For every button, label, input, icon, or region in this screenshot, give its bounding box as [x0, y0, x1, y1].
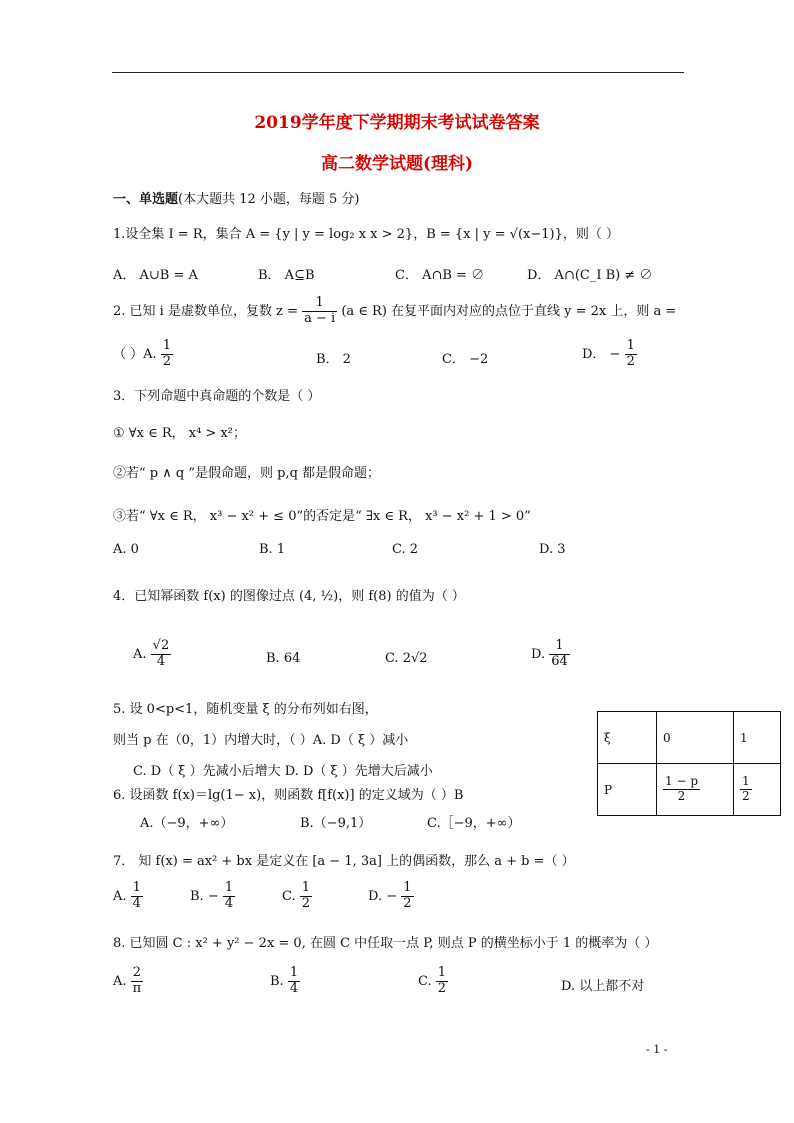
q2-option-b: B． 2 — [316, 352, 351, 367]
q7-a-label: A. — [113, 888, 127, 904]
q2-a-frac — [161, 339, 173, 370]
q7-option-c — [282, 881, 312, 912]
q1-stem: 1.设全集 I = R，集合 A = {y | y = log₂ x x > 2}，B = {x | y = √(x−1)}，则（ ） — [113, 227, 619, 242]
q7-b-num: 1 — [224, 880, 234, 895]
q8-a-num: 2 — [131, 966, 144, 982]
q7-option-a — [113, 881, 143, 912]
q7-d-den: 2 — [403, 895, 412, 911]
q4-a-num: √2 — [152, 638, 170, 653]
prob-0-num: 1 − p — [665, 774, 698, 789]
q4-option-a — [133, 639, 171, 670]
q2-stem-post: (a ∈ R) 在复平面内对应的点位于直线 y = 2x 上，则 a = — [341, 303, 677, 319]
page-title: 2019学年度下学期期末考试试卷答案 — [254, 113, 540, 133]
q8-c-label: C. — [418, 973, 432, 989]
q1-option-b: B． A⊆B — [258, 268, 315, 283]
prob-1-den: 2 — [742, 789, 750, 803]
q4-d-num: 1 — [549, 639, 570, 655]
prob-0-den: 2 — [677, 789, 686, 803]
q8-c-num: 1 — [437, 965, 447, 980]
q7-option-d — [368, 881, 414, 912]
table-cell-prob-0 — [657, 764, 734, 816]
q7-c-frac — [300, 881, 312, 912]
q4-d-den: 64 — [551, 653, 568, 669]
q7-c-den: 2 — [301, 895, 311, 911]
q7-d-frac — [401, 881, 413, 912]
q4-d-label: D. — [531, 646, 546, 662]
q8-option-c — [418, 966, 448, 997]
q6-option-b: B.（−9,1） — [300, 816, 372, 831]
q3-option-a: A. 0 — [113, 542, 139, 557]
page-subtitle: 高二数学试题(理科) — [320, 154, 474, 174]
top-rule — [112, 72, 684, 73]
q8-b-den: 4 — [289, 980, 299, 996]
q2-d-den: 2 — [626, 353, 635, 369]
q3-option-d: D. 3 — [539, 542, 566, 557]
q7-b-label: B. − — [190, 888, 219, 904]
table-cell-0: 0 — [657, 712, 734, 764]
q2-option-a — [113, 339, 173, 370]
q2-stem-pre: 2. 已知 i 是虚数单位，复数 z = — [113, 303, 298, 319]
q4-option-d — [531, 639, 570, 670]
q7-d-num: 1 — [403, 880, 412, 895]
q2-d-label: D． − — [582, 346, 621, 362]
q4-a-frac — [151, 639, 172, 670]
q3-statement-2: ②若“ p ∧ q ”是假命题，则 p,q 都是假命题； — [113, 466, 381, 481]
q3-statement-3: ③若“ ∀x ∈ R， x³ − x² + ≤ 0”的否定是“ ∃x ∈ R， x³ − x² + 1 > 0” — [113, 509, 531, 524]
page-number: - 1 - — [646, 1043, 668, 1056]
q3-statement-1: ① ∀x ∈ R， x⁴ > x²； — [113, 426, 247, 441]
q2-option-c: C． −2 — [442, 352, 489, 367]
q6-option-a: A.（−9，+∞） — [140, 816, 234, 831]
q1-option-d: D． A∩(C_I B) ≠ ∅ — [527, 268, 653, 283]
q8-stem: 8. 已知圆 C : x² + y² − 2x = 0, 在圆 C 中任取一点 P, 则点 P 的横坐标小于 1 的概率为（ ） — [113, 936, 658, 951]
q2-a-num: 1 — [162, 338, 172, 353]
q8-b-num: 1 — [289, 965, 299, 980]
q8-b-frac — [288, 966, 300, 997]
q3-stem: 3．下列命题中真命题的个数是（ ） — [113, 389, 321, 404]
q4-a-label: A. — [133, 646, 147, 662]
q7-b-den: 4 — [224, 895, 234, 911]
q7-c-label: C. — [282, 888, 296, 904]
q2-fraction — [302, 296, 337, 327]
q1-option-a: A． A∪B = A — [113, 268, 198, 283]
q3-option-b: B. 1 — [259, 542, 286, 557]
q8-c-frac — [436, 966, 448, 997]
q1-option-c: C． A∩B = ∅ — [395, 268, 485, 283]
q7-a-frac — [131, 881, 143, 912]
q2-option-d — [582, 339, 637, 370]
q7-d-label: D. − — [368, 888, 398, 904]
q4-stem: 4．已知幂函数 f(x) 的图像过点 (4, ½)，则 f(8) 的值为（ ） — [113, 589, 465, 604]
q7-c-num: 1 — [301, 880, 311, 895]
q2-frac-num: 1 — [302, 296, 337, 312]
q8-b-label: B. — [270, 973, 284, 989]
q7-a-num: 1 — [132, 880, 141, 895]
q7-b-frac — [223, 881, 235, 912]
table-cell-p: P — [598, 764, 657, 816]
q3-option-c: C. 2 — [392, 542, 419, 557]
table-cell-prob-1 — [734, 764, 781, 816]
q8-a-label: A. — [113, 973, 127, 989]
q7-stem: 7． 知 f(x) = ax² + bx 是定义在 [a − 1, 3a] 上的偶函数，那么 a + b =（ ） — [113, 854, 575, 869]
q2-a-den: 2 — [162, 353, 172, 369]
prob-0-frac — [663, 775, 700, 804]
q8-c-den: 2 — [437, 980, 447, 996]
q2-frac-den: a − i — [304, 310, 336, 326]
q4-option-c: C. 2√2 — [385, 651, 428, 666]
q5-line-2: 则当 p 在（0，1）内增大时，（ ）A. D（ ξ ）减小 — [113, 733, 409, 748]
q2-d-num: 1 — [626, 338, 635, 353]
section-title: 一、单选题 — [113, 192, 179, 207]
q8-option-b — [270, 966, 300, 997]
q6-option-c: C.［−9，+∞） — [427, 816, 521, 831]
q5-line-1: 5. 设 0<p<1，随机变量 ξ 的分布列如右图， — [113, 702, 378, 717]
q4-a-den: 4 — [156, 653, 166, 669]
q8-a-frac — [131, 966, 144, 997]
q8-a-den: π — [132, 980, 142, 996]
q7-a-den: 4 — [132, 895, 141, 911]
q5-line-3: C. D（ ξ ）先减小后增大 D. D（ ξ ）先增大后减小 — [133, 764, 433, 779]
table-cell-xi: ξ — [598, 712, 657, 764]
q4-option-b: B. 64 — [266, 651, 301, 666]
q2-stem — [113, 296, 676, 327]
q6-stem: 6. 设函数 f(x)＝lg(1− x)，则函数 f[f(x)] 的定义域为（ ）B — [113, 788, 464, 803]
q7-option-b — [190, 881, 235, 912]
q8-option-d: D. 以上都不对 — [561, 979, 645, 994]
prob-1-num: 1 — [742, 774, 750, 789]
distribution-table — [597, 711, 781, 816]
section-note: (本大题共 12 小题，每题 5 分) — [178, 192, 360, 207]
section-heading — [113, 188, 360, 207]
q8-option-a — [113, 966, 143, 997]
q2-blank: （ ）A. — [113, 346, 157, 362]
table-cell-1: 1 — [734, 712, 781, 764]
q2-d-frac — [625, 339, 637, 370]
prob-1-frac — [740, 775, 752, 804]
q4-d-frac — [549, 639, 570, 670]
